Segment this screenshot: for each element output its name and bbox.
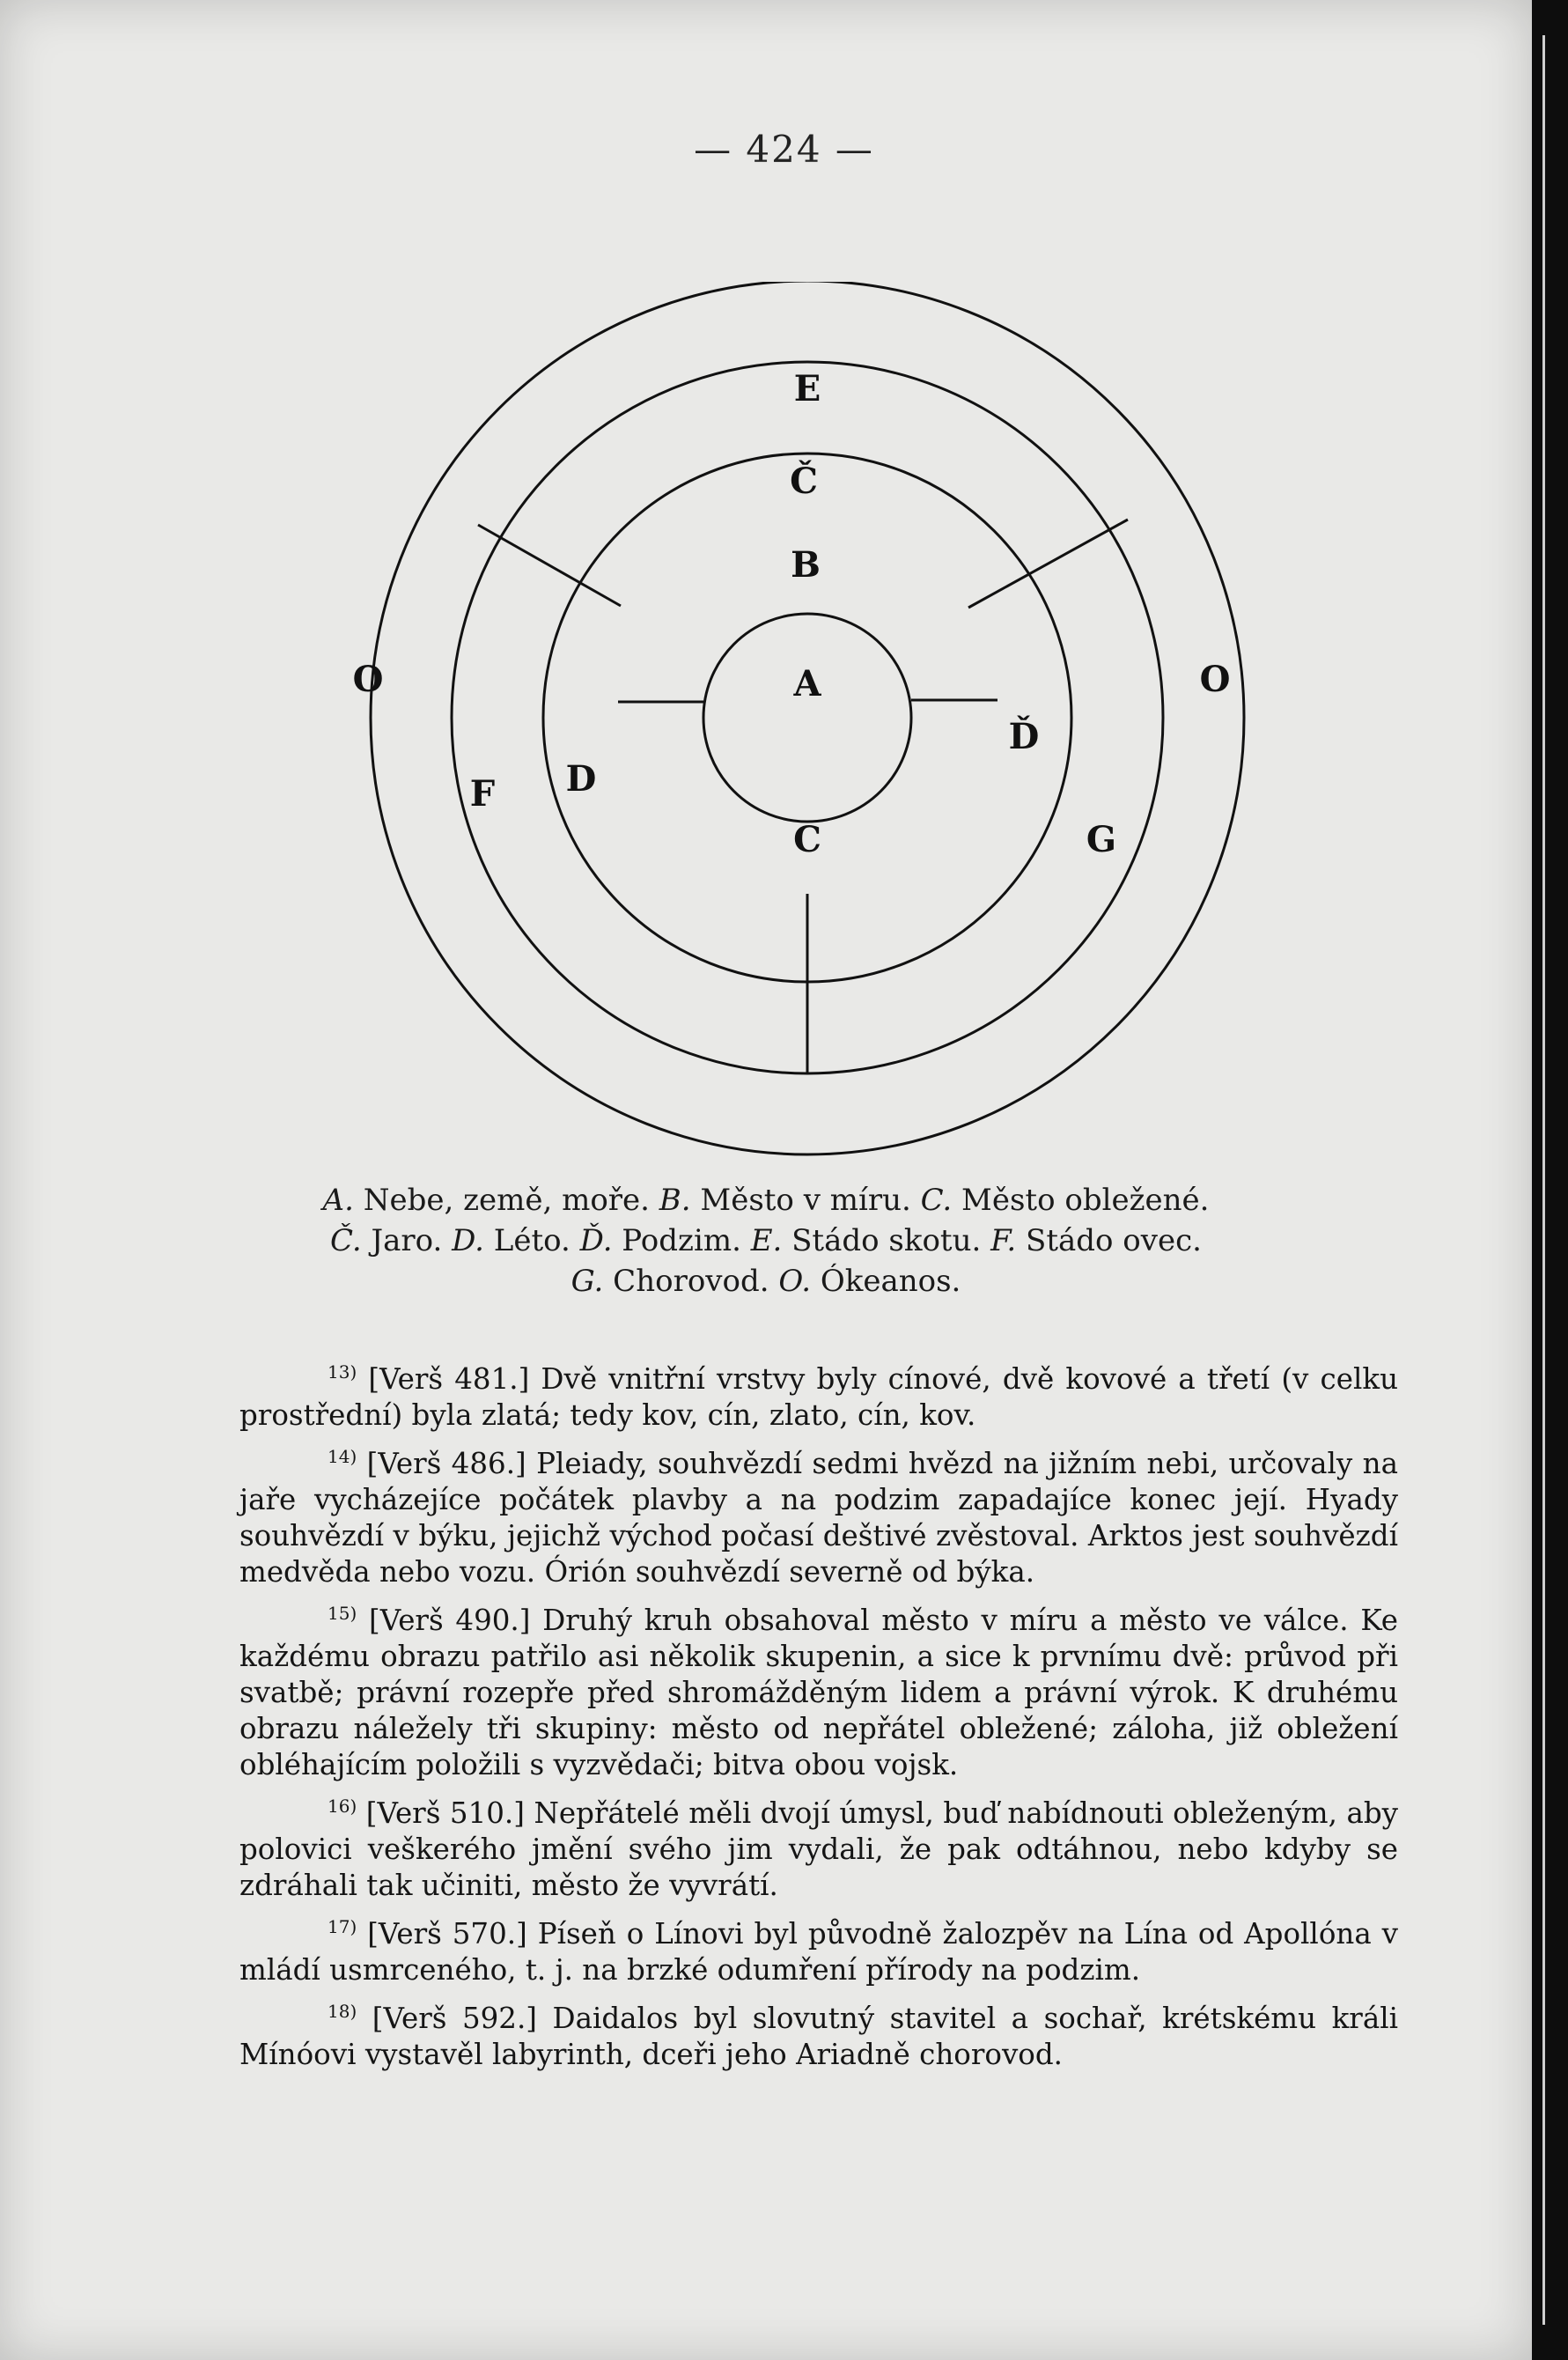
footnote-text: Daidalos byl slovutný stavitel a sochař, krétskému králi Mínóovi vystavěl labyrinth, dceři jeho Ariadně chorovod.: [239, 2002, 1398, 2071]
page-edge-line: [1542, 35, 1545, 2325]
divider-upper-right: [968, 520, 1128, 608]
footnote-text: Pleiady, souhvězdí sedmi hvězd na jižním nebi, určovaly na jaře vycházejíce počátek plavby a na podzim zapadajíce konec její. Hyady souhvězdí v býku, jejichž východ počasí deštivé zvěstoval. Arktos jest souhvězdí medvěda nebo vozu. Órión souhvězdí severně od býka.: [239, 1447, 1398, 1589]
legend-letter: F.: [990, 1223, 1017, 1258]
legend-letter: Ď.: [579, 1223, 613, 1258]
legend-letter: B.: [659, 1183, 691, 1218]
diagram-legend: [264, 1180, 1268, 1302]
shield-diagram: [335, 282, 1268, 1180]
scan-edge: [1532, 0, 1568, 2360]
footnote-number: 17): [328, 1916, 357, 1937]
label-A: A: [793, 663, 821, 704]
label-D: D: [565, 758, 597, 800]
label-E: E: [793, 368, 821, 409]
legend-text: Stádo ovec.: [1016, 1223, 1202, 1258]
legend-line: [264, 1180, 1268, 1221]
footnote-17: [239, 1909, 1398, 1988]
legend-letter: D.: [452, 1223, 484, 1258]
footnote-text: Píseň o Línovi byl původně žalozpěv na Lína od Apollóna v mládí usmrceného, t. j. na brzké odumření přírody na podzim.: [239, 1917, 1398, 1987]
legend-text: Město obležené.: [952, 1183, 1210, 1218]
label-G: G: [1086, 819, 1117, 860]
footnote-number: 13): [328, 1361, 357, 1383]
legend-text: Nebe, země, moře.: [353, 1183, 659, 1218]
legend-text: Ókeanos.: [811, 1264, 961, 1299]
legend-text: Podzim.: [612, 1223, 751, 1258]
footnote-13: [239, 1354, 1398, 1434]
footnote-ref: [Verš 570.]: [357, 1917, 527, 1951]
legend-letter: A.: [322, 1183, 354, 1218]
label-D-caron: Ď: [1008, 716, 1040, 757]
label-C-caron: Č: [790, 461, 818, 502]
footnote-text: Druhý kruh obsahoval město v míru a město ve válce. Ke každému obrazu patřilo asi několik skupenin, a sice k prvnímu dvě: průvod při svatbě; právní rozepře před shromážděným lidem a právní výrok. K druhému obrazu náležely tři skupiny: město od nepřátel obležené; záloha, již obležení obléhajícím položili s vyzvědači; bitva obou vojsk.: [239, 1604, 1398, 1781]
legend-letter: G.: [571, 1264, 604, 1299]
label-F: F: [469, 773, 496, 815]
legend-letter: E.: [750, 1223, 783, 1258]
legend-text: Léto.: [483, 1223, 580, 1258]
footnote-15: [239, 1596, 1398, 1783]
label-C: C: [793, 819, 821, 860]
footnote-18: [239, 1994, 1398, 2073]
footnote-ref: [Verš 490.]: [357, 1604, 531, 1637]
legend-text: Jaro.: [361, 1223, 453, 1258]
footnote-number: 15): [328, 1603, 357, 1624]
footnotes: [239, 1354, 1398, 2078]
footnote-14: [239, 1439, 1398, 1590]
page-number: — 424 —: [694, 128, 874, 171]
ring-inner: [703, 614, 911, 822]
label-O-left: O: [352, 659, 384, 700]
legend-line: [264, 1221, 1268, 1261]
legend-letter: O.: [778, 1264, 812, 1299]
legend-text: Město v míru.: [690, 1183, 921, 1218]
footnote-number: 14): [328, 1446, 357, 1467]
legend-text: Stádo skotu.: [782, 1223, 991, 1258]
footnote-ref: [Verš 592.]: [357, 2002, 537, 2035]
footnote-number: 16): [328, 1796, 357, 1817]
label-O-right: O: [1199, 659, 1231, 700]
legend-text: Chorovod.: [603, 1264, 779, 1299]
legend-letter: Č.: [330, 1223, 362, 1258]
footnote-ref: [Verš 481.]: [357, 1362, 530, 1396]
divider-upper-left: [478, 525, 621, 606]
footnote-ref: [Verš 486.]: [357, 1447, 526, 1480]
footnote-ref: [Verš 510.]: [357, 1796, 525, 1830]
footnote-number: 18): [328, 2001, 357, 2022]
footnote-16: [239, 1788, 1398, 1904]
legend-line: [264, 1261, 1268, 1302]
footnote-text: Nepřátelé měli dvojí úmysl, buď nabídnouti obleženým, aby polovici veškerého jmění svého jim vydali, že pak odtáhnou, nebo kdyby se zdráhali tak učiniti, město že vyvrátí.: [239, 1796, 1398, 1902]
legend-letter: C.: [920, 1183, 953, 1218]
label-B: B: [791, 544, 821, 586]
footnote-text: Dvě vnitřní vrstvy byly cínové, dvě kovové a třetí (v celku prostřední) byla zlatá; tedy kov, cín, zlato, cín, kov.: [239, 1362, 1398, 1432]
